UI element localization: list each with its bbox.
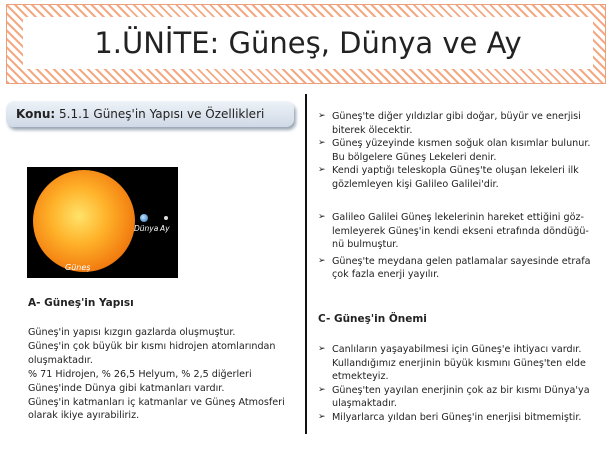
list-item [318,255,603,282]
bullet-list-3 [318,343,603,425]
topic-bar [6,101,294,127]
list-item-line: nü bulmuştur. [332,239,399,251]
section-c-title: C- Güneş'in Önemi [318,313,427,325]
section-a-paragraph [28,326,298,423]
list-item-line: Canlıların yaşayabilmesi için Güneş'e ihtiyacı vardır. [332,344,582,355]
paragraph-line: oluşmaktadır. [28,354,93,366]
earth-label: Dünya [134,224,159,233]
earth-graphic [140,214,148,222]
page-title: 1.ÜNİTE: Güneş, Dünya ve Ay [23,17,593,69]
arrow-bullet-icon: ➢ [318,411,326,422]
arrow-bullet-icon: ➢ [318,165,326,176]
arrow-bullet-icon: ➢ [318,212,326,222]
paragraph-line: % 71 Hidrojen, % 26,5 Helyum, % 2,5 diğerleri [28,368,252,380]
section-a-title: A- Güneş'in Yapısı [28,297,134,309]
moon-label: Ay [160,224,170,233]
moon-graphic [164,216,168,220]
paragraph-line: Güneş'in katmanları iç katmanlar ve Güneş Atmosferi [28,396,285,408]
bullet-list-1 [318,110,603,192]
list-item-line: etmekteyiz. [332,371,389,383]
arrow-bullet-icon: ➢ [318,255,326,266]
arrow-bullet-icon: ➢ [318,111,326,121]
list-item-line: Güneş yüzeyinde kısmen soğuk olan kısımlar bulunur. [332,138,591,150]
list-item [318,411,603,425]
bullet-list-2 [318,211,603,282]
topic-label: Konu: [16,107,56,121]
list-item-line: Kullandığımız enerjinin büyük kısmını Güneş'ten elde [332,357,586,369]
arrow-bullet-icon: ➢ [318,138,326,149]
list-item-line: Güneş'te meydana gelen patlamalar sayesinde etrafa [332,255,591,267]
paragraph-line: Güneş'in yapısı kızgın gazlarda oluşmuştur. [28,327,236,338]
list-item-line: ulaşmaktadır. [332,398,397,410]
list-item-line: biterek ölecektir. [332,124,413,136]
arrow-bullet-icon: ➢ [318,344,326,354]
topic-text: 5.1.1 Güneş'in Yapısı ve Özellikleri [59,107,265,121]
arrow-bullet-icon: ➢ [318,384,326,395]
title-banner [6,4,606,84]
paragraph-line: olarak ikiye ayırabiliriz. [28,410,140,422]
sun-earth-moon-image [27,167,178,278]
list-item-line: lemleyerek Güneş'in kendi ekseni etrafında döndüğü- [332,225,589,237]
sun-graphic [33,170,135,272]
column-divider [305,94,307,434]
list-item [318,110,603,137]
list-item [318,164,603,191]
list-item-line: Güneş'ten yayılan enerjinin çok az bir kısmı Dünya'ya [332,384,590,396]
sun-label: Güneş [65,263,91,272]
list-item-line: Bu bölgelere Güneş Lekeleri denir. [332,151,497,163]
list-item-line: Milyarlarca yıldan beri Güneş'in enerjisi bitmemiştir. [332,411,582,423]
paragraph-line: Güneş'in çok büyük bir kısmı hidrojen atomlarından [28,340,276,352]
list-item [318,211,603,252]
list-item-line: Güneş'te diğer yıldızlar gibi doğar, büyür ve enerjisi [332,111,581,122]
list-item [318,137,603,164]
list-item [318,384,603,411]
list-item [318,343,603,384]
list-item-line: çok fazla enerji yayılır. [332,269,440,281]
list-item-line: gözlemleyen kişi Galileo Galilei'dir. [332,178,499,190]
paragraph-line: Güneş'inde Dünya gibi katmanları vardır. [28,382,225,394]
list-item-line: Galileo Galilei Güneş lekelerinin hareket ettiğini göz- [332,212,584,223]
list-item-line: Kendi yaptığı teleskopla Güneş'te oluşan lekeleri ilk [332,165,579,177]
